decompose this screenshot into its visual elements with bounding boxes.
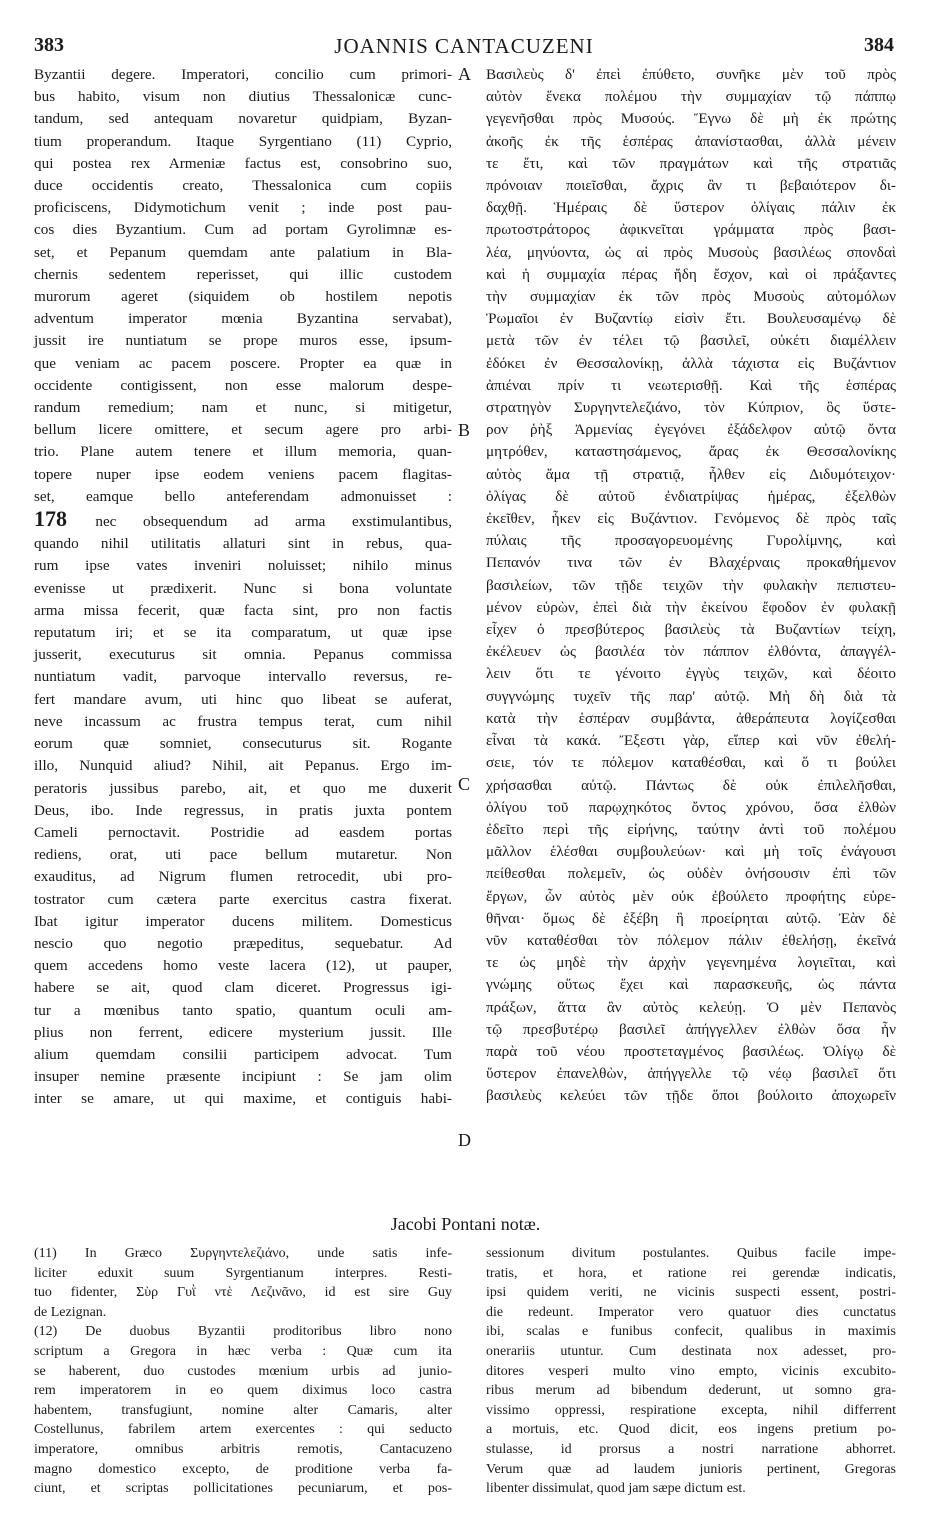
greek-line: εἶναι τὰ κακά. Ἔξεστι γὰρ, εἴπερ καὶ νῦν ἐθελή- (486, 732, 896, 750)
margin-marker-d: D (458, 1130, 471, 1150)
latin-line: Byzantii degere. Imperatori, concilio cum primori- (34, 66, 452, 83)
greek-line: δαχθῇ. Ἡμέραις δὲ ὕστερον ὀλίγαις πάλιν ἐκ (486, 199, 896, 217)
note-line: imperatore, omnibus arbitris remotis, Cantacuzeno (34, 1441, 452, 1457)
greek-line: ἐδεῖτο περὶ τῆς εἰρήνης, ταύτην ἀντὶ τοῦ πολέμου (486, 820, 896, 838)
latin-line: que veniam ac pacem poscere. Propter ea quæ in (34, 354, 452, 372)
greek-line: Πεπανόν τινα τῶν ἐν Βλαχέρναις προκαθήμενον (486, 554, 896, 572)
greek-line: εἶχεν ὁ πρεσβύτερος βασιλεὺς τὰ Βυζαντίων τείχη, (486, 621, 896, 639)
running-title: JOANNIS CANTACUZENI (334, 34, 594, 58)
latin-line: illo, Nunquid aliud? Nihil, ait Pepanus. Ergo im- (34, 757, 452, 775)
latin-line: set, eamque bello anteferendam admonuisset : (34, 487, 452, 505)
greek-line: ὀλίγου τοῦ παρῳχηκότος ὄντος χρόνου, ὅσα ἐλθὼν (486, 798, 896, 816)
page-header (34, 34, 894, 60)
latin-line: eorum quæ somniet, consecuturus sit. Rogante (34, 735, 452, 753)
latin-line: jusserit, executurus sit omnia. Pepanus commissa (34, 646, 452, 664)
greek-line: τε ὡς μηδὲ τὴν ἀρχὴν γεγενημένα λογιεῖται, καὶ (486, 954, 896, 972)
greek-line: αὐτὸν ἕνεκα πολέμου τὴν συμμαχίαν τῷ πάππῳ (486, 88, 896, 106)
latin-line: peratoris jussibus parebo, ait, et quo me duxerit (34, 779, 452, 797)
latin-line: jussit ire nuntiatum se prope muros esse, ipsum- (34, 332, 452, 350)
note-line: (12) De duobus Byzantii proditoribus libro nono (34, 1324, 452, 1340)
greek-line: συγγνώμης τυχεῖν τῆς παρ' αὐτῷ. Μὴ δὴ διὰ τὰ (486, 687, 896, 705)
note-line: Verum quæ ad laudem junioris pertinent, Gregoras (486, 1461, 896, 1477)
greek-line: ἀκοῆς ἐκ τῆς ἑσπέρας ἀπανίστασθαι, ἀλλὰ μένειν (486, 132, 896, 150)
latin-line: fert mandare avum, uti hinc quo libeat se auferat, (34, 690, 452, 708)
latin-line: chernis sedentem reperisset, qui illic custodem (34, 265, 452, 283)
notes-title: Jacobi Pontani notæ. (390, 1214, 541, 1234)
greek-line: ρον ῥὴξ Ἀρμενίας ἐγεγόνει ἐξάδελφον αὐτῷ ὄντα (486, 421, 896, 439)
note-line: Costellunus, fabrilem artem exercentes : qui seducto (34, 1422, 452, 1438)
greek-line: πρόνοιαν ποιεῖσθαι, ἄχρις ἂν τι βεβαιότερον δι- (486, 177, 896, 195)
latin-line: reputatum iri; et se ita comparatum, ut quæ ipse (34, 624, 452, 642)
greek-line: στρατηγὸν Συργηντελεζιάνο, τὸν Κύπριον, ὃς ὕστε- (486, 399, 896, 417)
latin-line: rum ipse vates inveniri noluisset; nihilo minus (34, 557, 452, 575)
notes-left-column (34, 1244, 452, 1499)
greek-line: τε ἔτι, καὶ τῶν πραγμάτων καὶ τῆς στρατιᾶς (486, 154, 896, 172)
note-line: sessionum divitum postulantes. Quibus facile impe- (486, 1246, 896, 1261)
greek-line: καὶ ἡ συμμαχία πέρας ἤδη ἔσχον, καὶ οἱ πράξαντες (486, 265, 896, 283)
latin-line: exauditus, ad Nigrum flumen retrocedit, ubi pro- (34, 868, 452, 886)
latin-line: duce occidentis creato, Thessalonica cum copiis (34, 177, 452, 195)
greek-line: Βασιλεὺς δ' ἐπεὶ ἐπύθετο, συνῆκε μὲν τοῦ πρὸς (486, 66, 896, 83)
latin-line: trio. Plane autem tenere et illum memoria, quan- (34, 443, 452, 461)
latin-line: murorum ageret (siquidem ob hostilem nepotis (34, 288, 452, 306)
greek-line: νῦν καταθέσθαι τὸν πόλεμον πάλιν ἐθελήσῃ, ἐκεῖνά (486, 931, 896, 949)
note-line: vissimo oppressi, respiratione excepta, nihil differrent (486, 1402, 896, 1418)
note-line: rem imperatorem in eo quem diximus loco castra (34, 1383, 452, 1399)
latin-line: set, et Pepanum quemdam ante palatium in Bla- (34, 243, 452, 261)
greek-line: πύλαις τῆς προσαγορευομένης Γυρολίμνης, καὶ (486, 532, 896, 550)
note-line: magno domestico excepto, de proditione verba fa- (34, 1461, 452, 1477)
margin-marker-c: C (458, 774, 471, 794)
latin-line: qui postea rex Armeniæ factus est, consobrino suo, (34, 154, 452, 172)
latin-line: quem accedens homo veste lacera (12), ut pauper, (34, 957, 452, 975)
greek-line: ἀπιέναι πρίν τι νεωτερισθῇ. Καὶ τῆς ἑσπέρας (486, 376, 896, 394)
greek-line: γνώμης οὕτως ἔχει καὶ παρασκευῆς, ὡς πάντα (486, 976, 896, 994)
latin-line: occidente contigissent, non esse malorum despe- (34, 376, 452, 394)
latin-line: rediens, orat, uti pace bellum mutaretur. Non (34, 846, 452, 864)
margin-marker-b: B (458, 420, 471, 440)
note-line: ibi, scalas e funibus confecit, qualibus in maximis (486, 1324, 896, 1340)
latin-line: plius non ferrent, edicere mysterium jussit. Ille (34, 1023, 452, 1041)
note-line: tratis, et hora, et ratione rei gerendæ indicatis, (486, 1265, 896, 1281)
greek-line: σειε, τόν τε πόλεμον καταθέσθαι, καὶ ὅ τι βούλει (486, 754, 896, 772)
greek-line: τὴν συμμαχίαν ἐκ τῶν πρὸς Μυσοὺς αὐτομόλων (486, 288, 896, 306)
note-line: liciter eduxit suum Syrgentianum interpres. Resti- (34, 1265, 452, 1281)
greek-line: βασιλεὺς κελεύει τῶν τῇδε ὅποι βούλοιτο ἀποχωρεῖν (486, 1087, 896, 1105)
latin-line: evenisse ut prædixerit. Nunc si bona voluntate (34, 579, 452, 597)
margin-marker-a: A (458, 64, 471, 84)
note-line: tuo fidenter, Σὺρ Γυῒ ντὲ Λεζινᾶνο, id est sire Guy (34, 1285, 452, 1301)
note-line: habentem, transfugiunt, nomine alter Camaris, alter (34, 1402, 452, 1418)
greek-line: Ῥωμαῖοι ἐν Βυζαντίῳ εἰσὶν ἔτι. Βουλευσαμένῳ δὲ (486, 310, 896, 328)
greek-line: βασιλείων, τῶν τῇδε τειχῶν τὴν φυλακὴν πεπιστευ- (486, 576, 896, 594)
latin-line: bellum licere omittere, et secum agere pro arbi- (34, 421, 452, 439)
greek-line: ἐκέλευεν ὡς βασιλέα τὸν πάππον ἐλθόντα, ἀπαγγέλ- (486, 643, 896, 661)
latin-line: habere se ait, quod clam diceret. Progressus igi- (34, 979, 452, 997)
latin-line: bus habito, visum non diutius Thessalonicæ cunc- (34, 88, 452, 106)
greek-line: μετὰ τῶν ἐν τέλει τῷ βασιλεῖ, οὐκέτι διαμέλλειν (486, 332, 896, 350)
latin-line: nescio quo negotio præpeditus, sequebatur. Ad (34, 934, 452, 952)
latin-line (34, 508, 452, 533)
greek-line: λέα, μηνύοντα, ὡς αἱ πρὸς Μυσοὺς βασιλέως σπονδαὶ (486, 243, 896, 261)
note-line: de Lezignan. (34, 1304, 107, 1320)
greek-line: τῷ πρεσβυτέρῳ βασιλεῖ ἀπήγγελλεν ἐλθὼν ὅσα ἦν (486, 1020, 896, 1038)
greek-line: λειν ὅτι τε γένοιτο ἐγγὺς τειχῶν, καὶ δέοιτο (486, 665, 896, 683)
greek-line: αὐτὸς ἅμα τῇ στρατιᾷ, ἦλθεν εἰς Διδυμότειχον· (486, 465, 896, 483)
greek-line: ὕστερον ἐπανελθὼν, ἀπήγγελλε τῷ νέῳ βασιλεῖ ὅτι (486, 1065, 896, 1083)
greek-line: πείθεσθαι πολεμεῖν, ὡς οὐδὲν ὀνήσουσιν ἐπὶ τῶν (486, 865, 896, 883)
greek-line: πρωτοστράτορος ἀφικνεῖται γράμματα πρὸς βασι- (486, 221, 896, 239)
notes-right-column (486, 1244, 896, 1499)
latin-line: tandum, sed antequam novaretur quidpiam, Byzan- (34, 110, 452, 128)
latin-line: arma missa fecerit, quæ facta sint, pro non factis (34, 601, 452, 619)
note-line: stulasse, id prorsus a nostri narratione abhorret. (486, 1441, 896, 1457)
greek-line: μᾶλλον ἑλέσθαι συμβουλεύων· καὶ μὴ τοῖς ἐνάγουσι (486, 843, 896, 861)
note-line: libenter dissimulat, quod jam sæpe dictum est. (486, 1481, 746, 1497)
greek-line: ἐδόκει ἐν Θεσσαλονίκῃ, ἀλλὰ τάχιστα εἰς Βυζάντιον (486, 354, 896, 372)
latin-line: Cameli pernoctavit. Postridie ad easdem portas (34, 823, 452, 841)
note-line: se haberent, duo custodes mœnium urbis ad junio- (34, 1363, 452, 1379)
latin-line-text: nec obsequendum ad arma exstimulantibus, (95, 513, 452, 531)
note-line: (11) In Græco Συργηντελεζιάνο, unde satis infe- (34, 1246, 452, 1261)
greek-line: κατὰ τὴν ἑσπέραν συμβάντα, ἀθεράπευτα λογίζεσθαι (486, 709, 896, 727)
greek-line: μένον εὑρὼν, ἐπεὶ διὰ τὴν ἐκείνου ἔφοδον ἐν φυλακῇ (486, 598, 896, 616)
latin-line: nuntiatum vadit, parvoque intervallo reversus, re- (34, 668, 452, 686)
latin-line: proficiscens, Didymotichum venit ; inde post pau- (34, 199, 452, 217)
latin-line: neve incassum ac frustra tempus terat, cum nihil (34, 712, 452, 730)
section-number: 178 (34, 506, 96, 532)
greek-column (486, 64, 896, 1108)
latin-line: tur a mœnibus tanto spatio, quantum oculi am- (34, 1001, 452, 1019)
note-line: a mortuis, etc. Quod dicit, eos ingens pretium po- (486, 1422, 896, 1438)
latin-line: quando nihil utilitatis allaturi sint in rebus, qua- (34, 535, 452, 553)
greek-line: ἔργων, ὧν αὐτὸς μὲν οὐκ ἐβούλετο προφήτης εὑρε- (486, 887, 896, 905)
greek-line: παρὰ τοῦ νέου προστεταγμένος βασιλέως. Ὀλίγῳ δὲ (486, 1042, 896, 1060)
note-line: die redeunt. Imperator vero quatuor dies cunctatus (486, 1304, 896, 1320)
latin-line: Deus, ibo. Inde regressus, in pratis juxta pontem (34, 801, 452, 819)
greek-line: γεγενῆσθαι πρὸς Μυσούς. Ἔγνω δὲ μὴ ἐκ πρώτης (486, 110, 896, 128)
greek-line: ὀλίγας δὲ αὐτοῦ ἐνδιατρίψας ἡμέρας, ἐξελθὼν (486, 487, 896, 505)
page-number-left: 383 (34, 34, 64, 56)
note-line: ciunt, et scriptas pollicitationes pecuniarum, et pos- (34, 1481, 452, 1497)
greek-line: χρήσασθαι αὐτῷ. Πάντως δὲ οὐκ ἐπιλελῆσθαι, (486, 776, 896, 794)
page-number-right: 384 (864, 34, 894, 56)
note-line: ribus merum ad bibendum dederunt, ut somno gra- (486, 1383, 896, 1399)
note-line: ditores vesperi multo vino empto, vicinis excubito- (486, 1363, 896, 1379)
latin-line: insuper nemine præsente incipiunt : Se jam olim (34, 1068, 452, 1086)
latin-line: Ibat igitur imperator ducens militem. Domesticus (34, 912, 452, 930)
latin-line: tostrator cum cætera parte exercitus castra fixerat. (34, 890, 452, 908)
latin-column (34, 64, 452, 1111)
greek-line: ἐκεῖθεν, ἧκεν εἰς Βυζάντιον. Γενόμενος δὲ πρὸς ταῖς (486, 510, 896, 528)
note-line: scriptum a Gregora in hæc verba : Quæ cum ita (34, 1343, 452, 1359)
latin-line: tium properandum. Itaque Syrgentiano (11) Cyprio, (34, 132, 452, 150)
note-line: onerariis utuntur. Cum destinata nox adesset, pro- (486, 1343, 896, 1359)
latin-line: alium quemdam consilii participem advocat. Tum (34, 1045, 452, 1063)
greek-line: θῆναι· ὅμως δὲ ἐξέβη ἣ προείρηται αὐτῷ. Ἐὰν δὲ (486, 909, 896, 927)
greek-line: μητρόθεν, καταστησάμενος, ἄρας ἐκ Θεσσαλονίκης (486, 443, 896, 461)
latin-line: cos dies Byzantium. Cum ad portam Gyrolimnæ es- (34, 221, 452, 239)
greek-line: πράξων, ἅττα ἂν αὐτὸς κελεύῃ. Ὁ μὲν Πεπανὸς (486, 998, 896, 1016)
note-line: ipsi quidem veriti, ne vicinis suspecti essent, postri- (486, 1285, 896, 1301)
latin-line: inter se amare, ut qui maxime, et contiguis habi- (34, 1090, 452, 1108)
latin-line: topere nuper ipse eodem veniens pacem flagitas- (34, 465, 452, 483)
latin-line: adventum imperator mœnia Byzantina servabat), (34, 310, 452, 328)
latin-line: randum remedium; nam et nunc, si mitigetur, (34, 399, 452, 417)
